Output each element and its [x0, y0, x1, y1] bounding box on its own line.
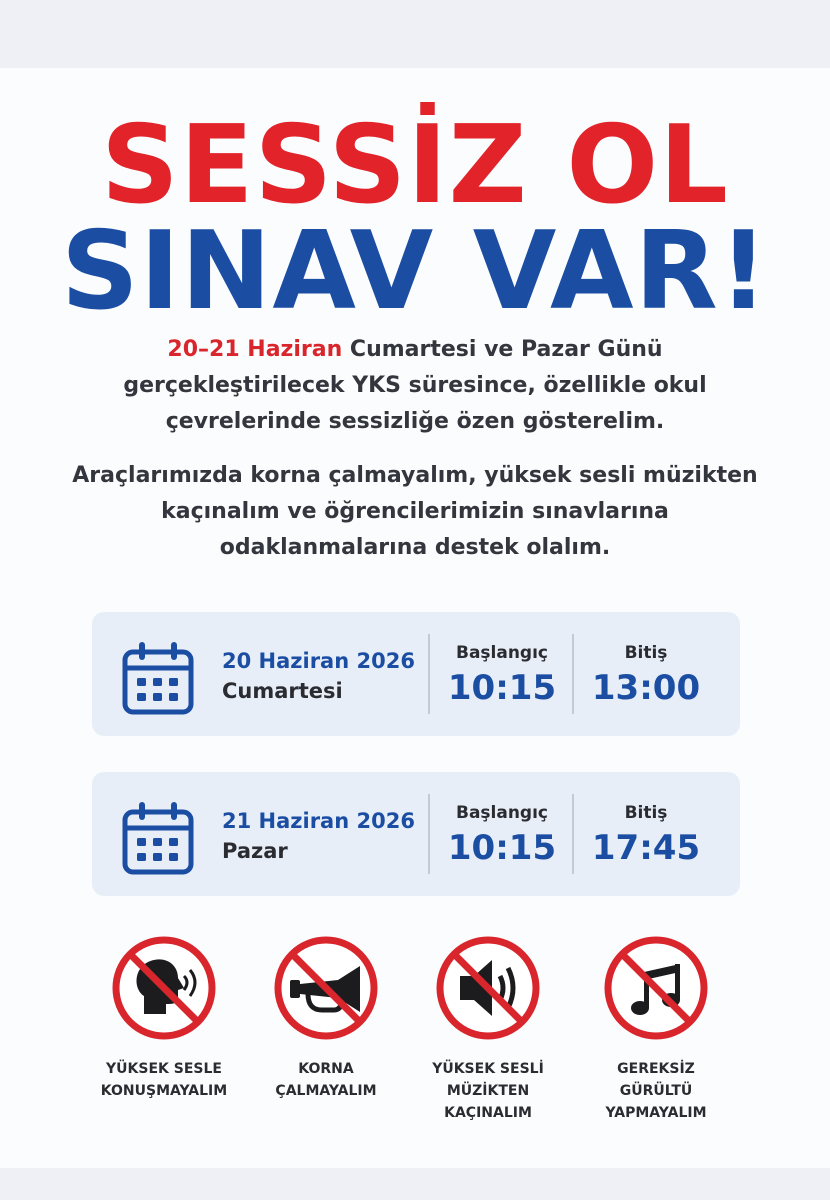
- caption-line: ÇALMAYALIM: [275, 1083, 377, 1099]
- schedule-card-sunday: [92, 772, 740, 896]
- caption-line: YÜKSEK SESLİ: [432, 1061, 544, 1077]
- caption-line: MÜZİKTEN: [446, 1083, 530, 1099]
- end-label: Bitiş: [624, 643, 668, 663]
- calendar-icon: [122, 800, 194, 876]
- no-horn-icon: [272, 934, 380, 1042]
- caption-line: GEREKSİZ: [617, 1061, 695, 1077]
- start-time: 10:15: [447, 668, 557, 708]
- exam-day: Cumartesi: [222, 679, 343, 703]
- caption-line: KAÇINALIM: [444, 1105, 532, 1121]
- caption-line: YAPMAYALIM: [605, 1105, 707, 1121]
- caption-line: KORNA: [298, 1061, 354, 1077]
- rule-caption: [403, 1058, 573, 1124]
- start-label: Başlangıç: [455, 803, 549, 823]
- end-time: 13:00: [591, 668, 701, 708]
- end-time-block: [574, 800, 718, 870]
- calendar-icon: [122, 640, 194, 716]
- caption-line: YÜKSEK SESLE: [106, 1061, 222, 1077]
- no-noise-icon: [602, 934, 710, 1042]
- exam-day: Pazar: [222, 839, 288, 863]
- schedule-date: [222, 646, 415, 706]
- rule-caption: [571, 1058, 741, 1124]
- start-label: Başlangıç: [455, 643, 549, 663]
- no-talking-icon: [110, 934, 218, 1042]
- start-time-block: [430, 800, 574, 870]
- rule-caption: [241, 1058, 411, 1102]
- exam-date: 21 Haziran 2026: [222, 809, 415, 833]
- caption-line: KONUŞMAYALIM: [100, 1083, 228, 1099]
- schedule-card-saturday: [92, 612, 740, 736]
- rule-caption: [79, 1058, 249, 1102]
- schedule-date: [222, 806, 415, 866]
- end-label: Bitiş: [624, 803, 668, 823]
- end-time-block: [574, 640, 718, 710]
- no-loud-music-icon: [434, 934, 542, 1042]
- date-highlight: 20–21 Haziran: [167, 337, 343, 362]
- exam-date: 20 Haziran 2026: [222, 649, 415, 673]
- intro-paragraph: [60, 332, 770, 440]
- intro-text: Cumartesi ve Pazar Günü gerçekleştirilecek YKS süresince, özellikle okul çevrelerinde sessizliğe özen gösterelim.: [123, 337, 707, 434]
- caption-line: GÜRÜLTÜ: [619, 1083, 693, 1099]
- start-time-block: [430, 640, 574, 710]
- start-time: 10:15: [447, 828, 557, 868]
- end-time: 17:45: [591, 828, 701, 868]
- headline-line-1: SESSİZ OL: [101, 103, 729, 228]
- request-paragraph: Araçlarımızda korna çalmayalım, yüksek sesli müzikten kaçınalım ve öğrencilerimizin sınavlarına odaklanmalarına destek olalım.: [72, 463, 758, 560]
- headline-line-2: SINAV VAR!: [60, 209, 770, 334]
